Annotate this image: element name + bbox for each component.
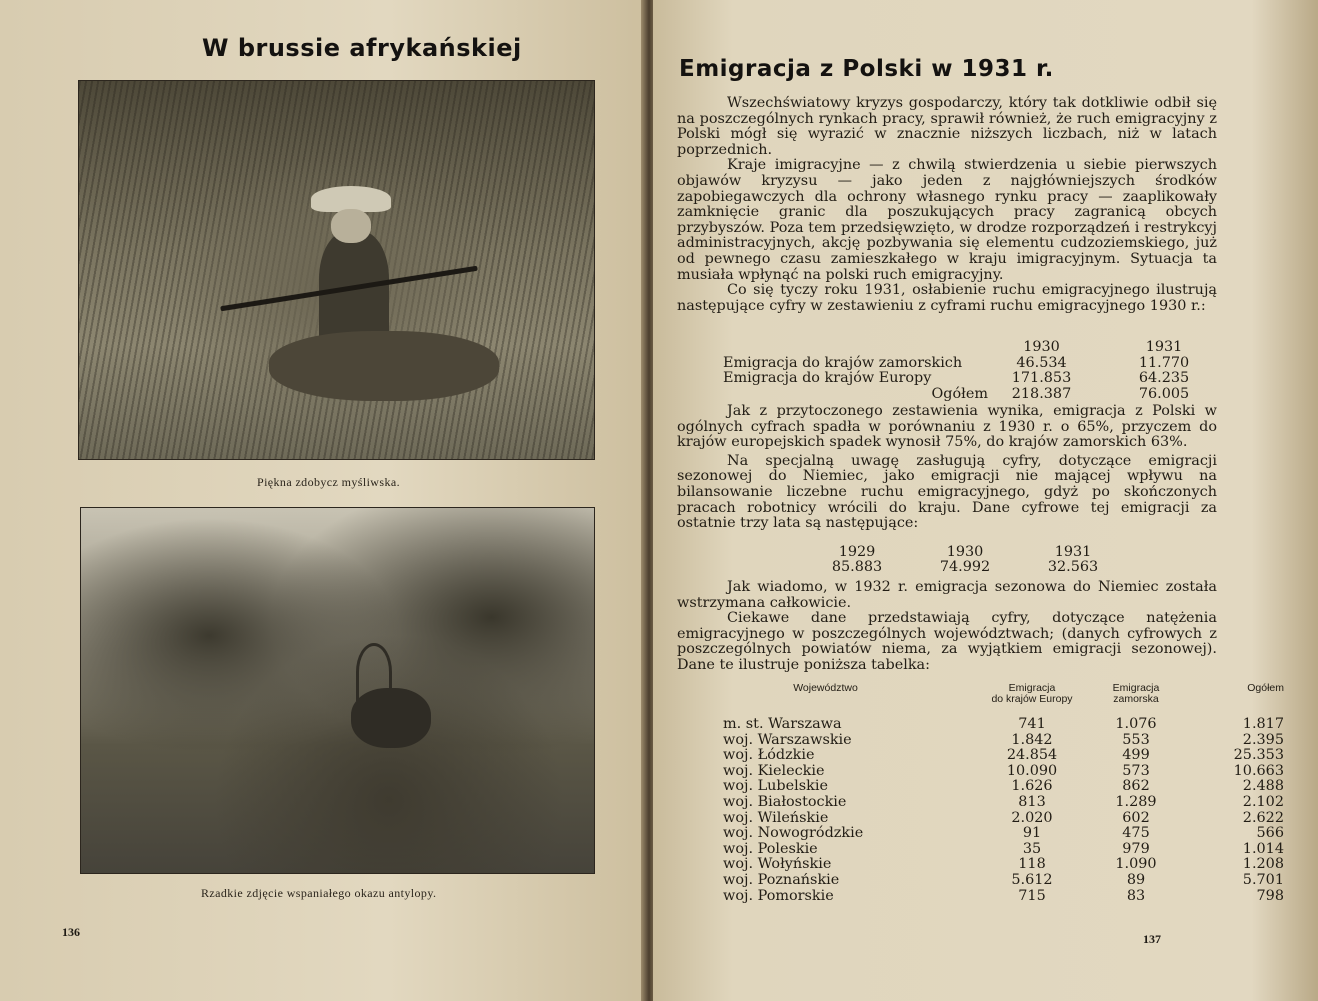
paragraph: Ciekawe dane przedstawiają cyfry, dotyczące natężenia emigracyjnego w poszczególnych województwach; (danych cyfrowych z poszczególnych powiatów niema, za wyjątkiem emigracji sezonowej). Dane te ilustruje poniższa tabelka:	[677, 610, 1217, 673]
table-header-row	[723, 340, 1239, 356]
cell-1931: 76.005	[1138, 385, 1190, 402]
row-label: Ogółem	[931, 385, 988, 402]
left-page-number: 136	[62, 925, 80, 939]
table-row	[803, 560, 1127, 575]
header-europe: Emigracja do krajów Europy	[991, 682, 1073, 705]
table-row	[723, 371, 1239, 387]
header-voivodeship: Województwo	[793, 682, 858, 694]
cell-1930: 218.387	[1011, 385, 1072, 402]
antelope-horns	[356, 643, 392, 701]
year-cell: 1929	[838, 544, 876, 560]
table-row: woj. Pomorskie 715 83 798	[723, 887, 1284, 904]
value-cell: 74.992	[939, 559, 991, 575]
table-header-row	[803, 545, 1127, 560]
hunter-photo	[78, 80, 595, 460]
year-cell: 1930	[946, 544, 984, 560]
emigration-comparison-table	[723, 340, 1239, 402]
table-row: woj. Warszawskie 1.842 553 2.395	[723, 731, 1284, 748]
table-row: woj. Wołyńskie 118 1.090 1.208	[723, 856, 1284, 873]
year-1930-header: 1930	[1023, 339, 1060, 355]
table-row: woj. Nowogródzkie 91 475 566	[723, 825, 1284, 842]
paragraph: Jak z przytoczonego zestawienia wynika, emigracja z Polski w ogólnych cyfrach spadła w porównaniu z 1930 r. o 65%, przyczem do krajów europejskich spadek wynosił 75%, do krajów zamorskich 63%.	[677, 403, 1217, 451]
table-row: m. st. Warszawa 741 1.076 1.817	[723, 716, 1284, 732]
hunter-photo-caption: Piękna zdobycz myśliwska.	[257, 475, 400, 489]
paragraph: Jak wiadomo, w 1932 r. emigracja sezonowa do Niemiec została wstrzymana całkowicie.	[677, 579, 1217, 611]
value-cell: 32.563	[1047, 559, 1099, 575]
cell-1930: 171.853	[1011, 370, 1072, 387]
voivodeship-table	[723, 683, 1298, 904]
hunter-face	[331, 209, 371, 243]
paragraph: Na specjalną uwagę zasługują cyfry, dotyczące emigracji sezonowej do Niemiec, jako emigracji nie mającej wpływu na bilansowanie liczebne ruchu emigracyjnego, gdyż po skończonych pracach robotnicy wrócili do kraju. Dane cyfrowe tej emigracji za ostatnie trzy lata są następujące:	[677, 452, 1217, 532]
year-cell: 1931	[1054, 544, 1092, 560]
table-row: woj. Łódzkie 24.854 499 25.353	[723, 747, 1284, 764]
right-page-number: 137	[1143, 932, 1161, 946]
antelope-photo	[80, 507, 595, 874]
table-row: woj. Poznańskie 5.612 89 5.701	[723, 871, 1284, 888]
table-row: woj. Wileńskie 2.020 602 2.622	[723, 809, 1284, 826]
table-row: woj. Lubelskie 1.626 862 2.488	[723, 778, 1284, 795]
article-body-continued	[677, 404, 1217, 532]
left-page	[0, 0, 645, 1001]
row-label: Emigracja do krajów zamorskich	[723, 354, 963, 371]
table-row: woj. Poleskie 35 979 1.014	[723, 840, 1284, 857]
table-row	[723, 387, 1239, 403]
article-body-final	[677, 580, 1217, 674]
antelope-photo-caption: Rzadkie zdjęcie wspaniałego okazu antylopy.	[201, 886, 437, 900]
cell-1931: 64.235	[1138, 370, 1190, 387]
table-row: woj. Kieleckie 10.090 573 10.663	[723, 762, 1284, 779]
right-page	[653, 0, 1318, 1001]
paragraph: Co się tyczy roku 1931, osłabienie ruchu emigracyjnego ilustrują następujące cyfry w zestawieniu z cyframi ruchu emigracyjnego 1930 r.:	[677, 282, 1217, 314]
cell-1931: 11.770	[1138, 354, 1190, 371]
value-cell: 85.883	[831, 559, 883, 575]
year-1931-header: 1931	[1145, 339, 1183, 355]
header-total: Ogółem	[1247, 682, 1284, 694]
seasonal-emigration-table	[803, 545, 1127, 575]
game-animal	[269, 331, 499, 401]
right-page-title: Emigracja z Polski w 1931 r.	[679, 56, 1054, 82]
paragraph: Kraje imigracyjne — z chwilą stwierdzenia u siebie pierwszych objawów kryzysu — jako jeden z najgłówniejszych środków zapobiegawczych dla ochrony własnego rynku pracy — zaaplikowały zamknięcie granic dla poszukujących pracy zagranicą obcych przybyszów. Poza tem przedsięwzięto, w drodze rozporządzeń i restrykcyj administracyjnych, akcję pozbywania się elementu cudzoziemskiego, już od pewnego czasu zamieszkałego w kraju imigracyjnym. Sytuacja ta musiała wpłynąć na polski ruch emigracyjny.	[677, 157, 1217, 283]
article-body	[677, 96, 1217, 314]
row-label: Emigracja do krajów Europy	[723, 370, 932, 387]
table-row	[723, 356, 1239, 372]
table-row: woj. Białostockie 813 1.289 2.102	[723, 793, 1284, 810]
table-header-row	[723, 683, 1298, 717]
cell-1930: 46.534	[1016, 354, 1067, 371]
header-overseas: Emigracja zamorska	[1112, 682, 1160, 705]
paragraph: Wszechświatowy kryzys gospodarczy, który tak dotkliwie odbił się na poszczególnych rynkach pracy, sprawił również, że ruch emigracyjny z Polski mógł się wyrazić w znacznie niższych liczbach, niż w latach poprzednich.	[677, 95, 1217, 158]
left-page-title: W brussie afrykańskiej	[202, 34, 522, 62]
